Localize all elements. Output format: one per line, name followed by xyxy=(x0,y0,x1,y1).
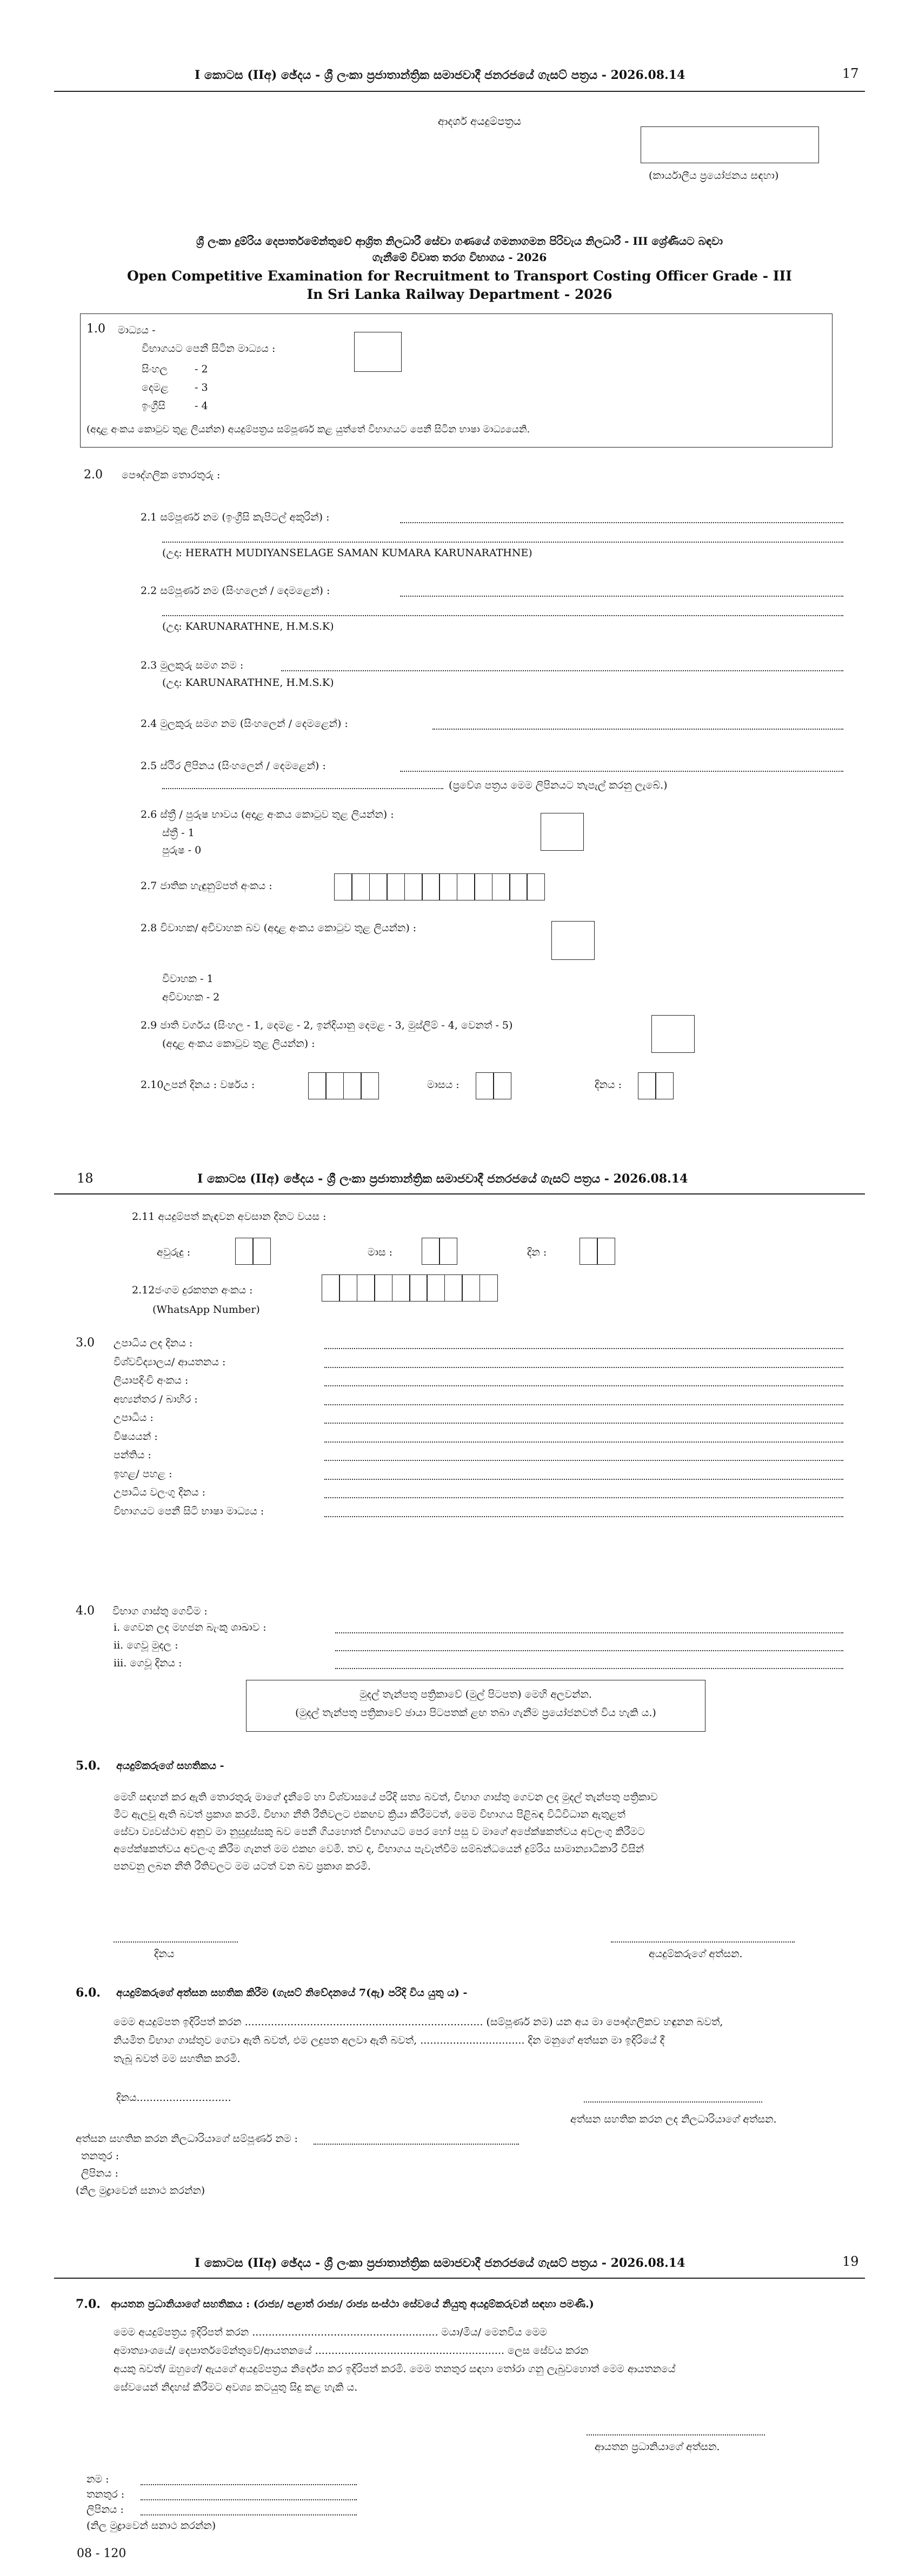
header-rule xyxy=(54,91,865,92)
s5-signature-label: අයදුම්කරුගේ අත්සන. xyxy=(649,1948,743,1960)
f23-example: (උදා: KARUNARATHNE, H.M.S.K) xyxy=(162,677,334,689)
s3-row: ලියාපදිංචි අංකය : xyxy=(114,1374,189,1386)
s6-row: නියමිත විභාග ගාස්තුව ගෙවා ඇති බවත්, එම ලදුපත අලවා ඇති බවත්, ................................ දින මනුගේ අත්සන මා ඉදිරියේ දී xyxy=(114,2034,665,2046)
s6-officer-label: අත්සන සහතික කරන නිලධාරියාගේ සම්පූර්ණ නම : xyxy=(76,2133,298,2145)
s3-row: උපාධිය ලද දිනය : xyxy=(114,1337,193,1349)
s3-row: උපාධිය : xyxy=(114,1412,154,1424)
nic-cells[interactable] xyxy=(334,873,544,900)
s7-row: අයකු බවත්/ ඔහුගේ/ ඇයගේ අයදුම්පත්‍රය නිර්දේශ කර ඉදිරිපත් කරමි. මෙම තනතුර සඳහා තෝරා ගනු ලැබුවහොත් මෙම ආයතනයේ xyxy=(114,2363,676,2375)
s4-row: iii. ගෙවූ දිනය : xyxy=(114,1657,182,1669)
s3-row: විෂයයන් : xyxy=(114,1430,158,1443)
gender-input-box[interactable] xyxy=(541,813,584,851)
f29-note: (අදාළ අංකය කොටුව තුළ ලියන්න) : xyxy=(162,1038,315,1050)
header-rule xyxy=(54,1193,865,1194)
page-header: I කොටස (IIඅ) ඡේදය - ශ්‍රී ලංකා ප්‍රජාතාන්ත්‍රික සමාජවාදී ජනරජයේ ගැසට් පත්‍රය - 2026.08.14 xyxy=(195,2256,685,2270)
s5-row: පනවනු ලබන නීති රීතිවලට මම යටත් වන බව ප්‍රකාශ කරමි. xyxy=(114,1860,371,1872)
specimen-title: ආදර්ශ අයදුම්පත්‍රය xyxy=(438,115,522,128)
f26-male: පුරුෂ - 0 xyxy=(162,844,202,856)
s7-number: 7.0. xyxy=(76,2297,101,2311)
s4-field[interactable] xyxy=(335,1650,843,1651)
page-header: I කොටස (IIඅ) ඡේදය - ශ්‍රී ලංකා ප්‍රජාතාන්ත්‍රික සමාජවාදී ජනරජයේ ගැසට් පත්‍රය - 2026.08.14 xyxy=(195,68,685,82)
f21-example: (උදා: HERATH MUDIYANSELAGE SAMAN KUMARA KARUNARATHNE) xyxy=(162,547,532,559)
s3-field[interactable] xyxy=(324,1460,843,1461)
s1-opt-english-val: - 4 xyxy=(195,400,208,412)
english-title-2: In Sri Lanka Railway Department - 2026 xyxy=(307,286,612,302)
s1-opt-sinhala-val: - 2 xyxy=(195,363,208,375)
s3-field[interactable] xyxy=(324,1423,843,1424)
s3-number: 3.0 xyxy=(76,1336,95,1350)
s7-name-label: නම : xyxy=(86,2473,109,2485)
receipt-paste-box[interactable] xyxy=(246,1680,705,1732)
s7-post-field[interactable] xyxy=(141,2499,357,2500)
f24-label: 2.4 මුලකුරු සමග නම (සිංහලෙන් / දෙමළෙන්) : xyxy=(141,718,348,730)
s3-field[interactable] xyxy=(324,1497,843,1498)
f22-label: 2.2 සම්පූර්ණ නම (සිංහලෙන් / දෙමළෙන්) : xyxy=(141,585,330,597)
s7-address-field[interactable] xyxy=(141,2514,357,2515)
f23-label: 2.3 මුලකුරු සමග නම : xyxy=(141,659,244,671)
f210-label: 2.10උපන් දිනය : වර්ෂය : xyxy=(141,1079,255,1091)
s3-field[interactable] xyxy=(324,1479,843,1480)
s6-row: තැබූ බවත් මම සහතික කරමි. xyxy=(114,2053,241,2065)
s5-row: සේවා ව්‍යවස්ථාව අනුව මා නුසුදුස්සකු බව පෙනී ගියහොත් විභාගයට පෙර හෝ පසු ව මාගේ අපේක්ෂකත්වය අවලංගු කිරීමට xyxy=(114,1826,645,1838)
office-use-label: (කාර්යාලීය ප්‍රයෝජනය සඳහා) xyxy=(649,170,779,182)
sinhala-title-1: ශ්‍රී ලංකා දුම්රිය දෙපාර්තමේන්තුවේ ආශ්‍රිත නිලධාරී සේවා ගණයේ ගමනාගමන පිරිවැය නිලධාරී - III ශ්‍රේණියට බඳවා xyxy=(196,235,723,248)
f25-note: (ප්‍රවේශ පත්‍රය මෙම ලිපිනයට තැපැල් කරනු ලැබේ.) xyxy=(449,779,668,791)
ethnicity-input-box[interactable] xyxy=(651,1015,695,1053)
age-days-cells[interactable] xyxy=(580,1238,615,1265)
f21-label: 2.1 සම්පූර්ණ නම (ඉංග්‍රීසි කැපිටල් අකුරින්) : xyxy=(141,511,330,523)
f26-label: 2.6 ස්ත්‍රී / පුරුෂ භාවය (අදාළ අංකය කොටුව තුළ ලියන්න) : xyxy=(141,809,394,820)
s5-date-label: දිනය xyxy=(154,1948,175,1960)
f28-married: විවාහක - 1 xyxy=(162,973,214,985)
s4-field[interactable] xyxy=(335,1668,843,1669)
s6-number: 6.0. xyxy=(76,1986,101,2000)
f25-label: 2.5 ස්ථිර ලිපිනය (සිංහලෙන් / දෙමළෙන්) : xyxy=(141,760,326,772)
s4-number: 4.0 xyxy=(76,1604,95,1618)
s5-number: 5.0. xyxy=(76,1759,101,1773)
s1-heading: මාධ්‍යය - xyxy=(118,324,156,336)
f22-example: (උදා: KARUNARATHNE, H.M.S.K) xyxy=(162,620,334,632)
f211-months-label: මාස : xyxy=(368,1246,393,1258)
s1-number: 1.0 xyxy=(86,322,105,336)
medium-input-box[interactable] xyxy=(354,332,402,372)
page-header: I කොටස (IIඅ) ඡේදය - ශ්‍රී ලංකා ප්‍රජාතාන්ත්‍රික සමාජවාදී ජනරජයේ ගැසට් පත්‍රය - 2026.08.14 xyxy=(197,1172,688,1186)
s1-note: (අදාළ අංකය කොටුව තුළ ලියන්න) අයදුම්පත්‍රය සම්පූර්ණ කළ යුත්තේ විභාගයට පෙනී සිටින භාෂා මාධ්‍යයෙනි. xyxy=(86,424,530,435)
receipt-note: (මුදල් තැන්පතු පත්‍රිකාවේ ඡායා පිටපතක් ළඟ තබා ගැනීම ප්‍රයෝජනවත් විය හැකි ය.) xyxy=(295,1707,656,1719)
footer-code: 08 - 120 xyxy=(77,2547,126,2560)
s4-row: i. ගෙවන ලද මහජන බැංකු ශාඛාව : xyxy=(114,1621,267,1633)
s6-title: අයදුම්කරුගේ අත්සන සහතික කිරීම (ගැසට් නිවේදනයේ 7(ඇ) පරිදි විය යුතු ය) - xyxy=(116,1987,468,1999)
s7-signature-label: ආයතන ප්‍රධානියාගේ අත්සන. xyxy=(595,2441,720,2453)
age-months-cells[interactable] xyxy=(422,1238,457,1265)
s7-name-field[interactable] xyxy=(141,2484,357,2485)
s3-row: ඉහළ/ පහළ : xyxy=(114,1467,172,1480)
s6-officer-field[interactable] xyxy=(314,2144,519,2145)
f28-label: 2.8 විවාහක/ අවිවාහක බව (අදාළ අංකය කොටුව තුළ ලියන්න) : xyxy=(141,922,417,934)
office-use-box[interactable] xyxy=(641,126,819,163)
s3-row: විභාගයට පෙනී සිටි භාෂා මාධ්‍යය : xyxy=(114,1505,264,1517)
f24-field[interactable] xyxy=(432,729,843,730)
f211-label: 2.11 අයදුම්පත් කැඳවන අවසාන දිනට වයස : xyxy=(132,1211,327,1223)
f22-field[interactable] xyxy=(400,596,843,597)
s4-field[interactable] xyxy=(335,1632,843,1633)
s7-row: මෙම අයදුම්පත්‍රය ඉදිරිපත් කරන ......................................................... මයා/මිය/ මෙනවිය මෙම xyxy=(114,2326,547,2338)
s5-title: අයදුම්කරුගේ සහතිකය - xyxy=(116,1760,224,1772)
s3-field[interactable] xyxy=(324,1404,843,1405)
s3-field[interactable] xyxy=(324,1516,843,1517)
s6-address-label: ලිපිනය : xyxy=(81,2167,118,2179)
s5-row: මීට ඇලවූ ඇති බවත් ප්‍රකාශ කරමි. විභාග නීති රීතිවලට එකඟව ක්‍රියා කිරීමටත්, මෙම විභාගය පිළිබඳ විධිවිධාන ඇතුළත් xyxy=(114,1808,625,1820)
f21-field-line2[interactable] xyxy=(162,542,843,543)
f26-female: ස්ත්‍රී - 1 xyxy=(162,827,195,839)
s7-post-label: තනතුර : xyxy=(86,2488,125,2500)
s2-title: පෞද්ගලික තොරතුරු : xyxy=(122,469,221,481)
page-number: 17 xyxy=(842,66,859,81)
s5-date-field[interactable] xyxy=(114,1941,238,1943)
f25-field[interactable] xyxy=(400,771,843,772)
header-rule xyxy=(54,2278,865,2279)
s5-row: මෙහි සඳහන් කර ඇති තොරතුරු මාගේ දැනීමේ හා විශ්වාසයේ පරිදි සත්‍ය බවත්, විභාග ගාස්තු ගෙවන ලද මුදල් තැන්පතු පත්‍රිකාව xyxy=(114,1791,658,1803)
s1-opt-tamil-val: - 3 xyxy=(195,382,208,393)
s6-row: මෙම අයදුම්පත ඉදිරිපත් කරන ......................................................................... (සම්පූර්ණ නම) යන අය මා පෞද්ගලිකව හඳුනන බවත්, xyxy=(114,2016,723,2028)
sinhala-title-2: ගැනීමේ විවෘත තරග විභාගය - 2026 xyxy=(372,251,547,264)
f27-label: 2.7 ජාතික හැඳුනුම්පත් අංකය : xyxy=(141,880,272,892)
f211-days-label: දින : xyxy=(527,1246,547,1258)
s4-row: ii. ගෙවූ මුදල : xyxy=(114,1639,178,1651)
dob-year-cells[interactable] xyxy=(308,1072,378,1099)
s7-title: ආයතන ප්‍රධානියාගේ සහතිකය : (රාජ්‍ය/ පළාත් රාජ්‍ය/ රාජ්‍ය සංස්ථා සේවයේ නියුතු අයදුම්කරුවන් සඳහා පමණි.) xyxy=(111,2298,594,2310)
page-number: 18 xyxy=(77,1171,94,1186)
s5-signature-field[interactable] xyxy=(611,1941,795,1943)
s7-row: අමාත්‍යාංශයේ/ දෙපාර්තමේන්තුවේ/ආයතනයේ .......................................................... ලෙස සේවය කරන xyxy=(114,2345,589,2357)
s3-field[interactable] xyxy=(324,1385,843,1386)
f210-day-label: දිනය : xyxy=(595,1079,622,1091)
s3-row: පන්තිය : xyxy=(114,1449,151,1461)
s6-seal-note: (නිල මුද්‍රාවෙන් සනාථ කරන්න) xyxy=(76,2185,205,2197)
f29-label: 2.9 ජාති වර්ගය (සිංහල - 1, දෙමළ - 2, ඉන්දියානු දෙමළ - 3, මුස්ලිම් - 4, වෙනත් - 5) xyxy=(141,1019,513,1031)
s3-row: අභ්‍යන්තර / බාහිර : xyxy=(114,1393,198,1405)
s3-field[interactable] xyxy=(324,1348,843,1349)
s3-field[interactable] xyxy=(324,1442,843,1443)
page-number: 19 xyxy=(842,2254,859,2269)
s1-opt-english: ඉංග්‍රීසි xyxy=(142,400,165,412)
f210-month-label: මාසය : xyxy=(427,1079,459,1091)
age-years-cells[interactable] xyxy=(235,1238,270,1265)
f211-years-label: අවුරුදු : xyxy=(157,1246,191,1258)
s1-opt-tamil: දෙමළ xyxy=(142,382,169,393)
f25-field-line2[interactable] xyxy=(162,788,443,789)
s7-row: සේවයෙන් නිදහස් කිරීමට අවශ්‍ය කටයුතු සිදු කළ හැකි ය. xyxy=(114,2381,358,2393)
f212-label: 2.12ජංගම දුරකතන අංකය : xyxy=(132,1284,253,1296)
s6-signature-field[interactable] xyxy=(584,2101,762,2103)
f23-field[interactable] xyxy=(281,670,843,671)
s5-row: අපේක්ෂකත්වය අවලංගු කිරීම ගැනත් මම එකඟ වෙමි. තව ද, විභාගය පැවැත්වීම සම්බන්ධයෙන් දුම්රිය සාමාන්‍යාධිකාරී විසින් xyxy=(114,1843,644,1855)
english-title-1: Open Competitive Examination for Recruitment to Transport Costing Officer Grade - III xyxy=(127,268,792,284)
civil-status-input-box[interactable] xyxy=(551,921,595,960)
s4-title: විභාග ගාස්තු ගෙවීම : xyxy=(112,1605,208,1617)
s6-post-label: තනතුර : xyxy=(81,2150,119,2162)
f22-field-line2[interactable] xyxy=(162,615,843,616)
dob-month-cells[interactable] xyxy=(476,1072,511,1099)
f21-field[interactable] xyxy=(400,522,843,523)
mobile-cells[interactable] xyxy=(322,1274,497,1302)
s3-row: උපාධිය වලංගු දිනය : xyxy=(114,1486,205,1498)
s2-number: 2.0 xyxy=(84,468,103,482)
s7-signature-field[interactable] xyxy=(587,2434,765,2435)
s6-date[interactable]: දිනය............................. xyxy=(116,2092,231,2104)
s1-opt-sinhala: සිංහල xyxy=(142,363,168,375)
s7-address-label: ලිපිනය : xyxy=(86,2504,124,2515)
s3-field[interactable] xyxy=(324,1367,843,1368)
f212-whatsapp: (WhatsApp Number) xyxy=(152,1304,260,1316)
s3-row: විශ්වවිද්‍යාලය/ ආයතනය : xyxy=(114,1356,226,1368)
s1-label: විභාගයට පෙනී සිටින මාධ්‍යය : xyxy=(142,343,276,355)
receipt-instruction: මුදල් තැන්පතු පත්‍රිකාවේ (මුල් පිටපත) මෙහි අලවන්න. xyxy=(359,1689,592,1700)
f28-unmarried: අවිවාහක - 2 xyxy=(162,991,220,1003)
s7-seal-note: (නිල මුද්‍රාවෙන් සනාථ කරන්න) xyxy=(86,2520,216,2532)
s6-signature-label: අත්සන සහතික කරන ලද නිලධාරියාගේ අත්සන. xyxy=(570,2113,777,2125)
dob-day-cells[interactable] xyxy=(638,1072,673,1099)
